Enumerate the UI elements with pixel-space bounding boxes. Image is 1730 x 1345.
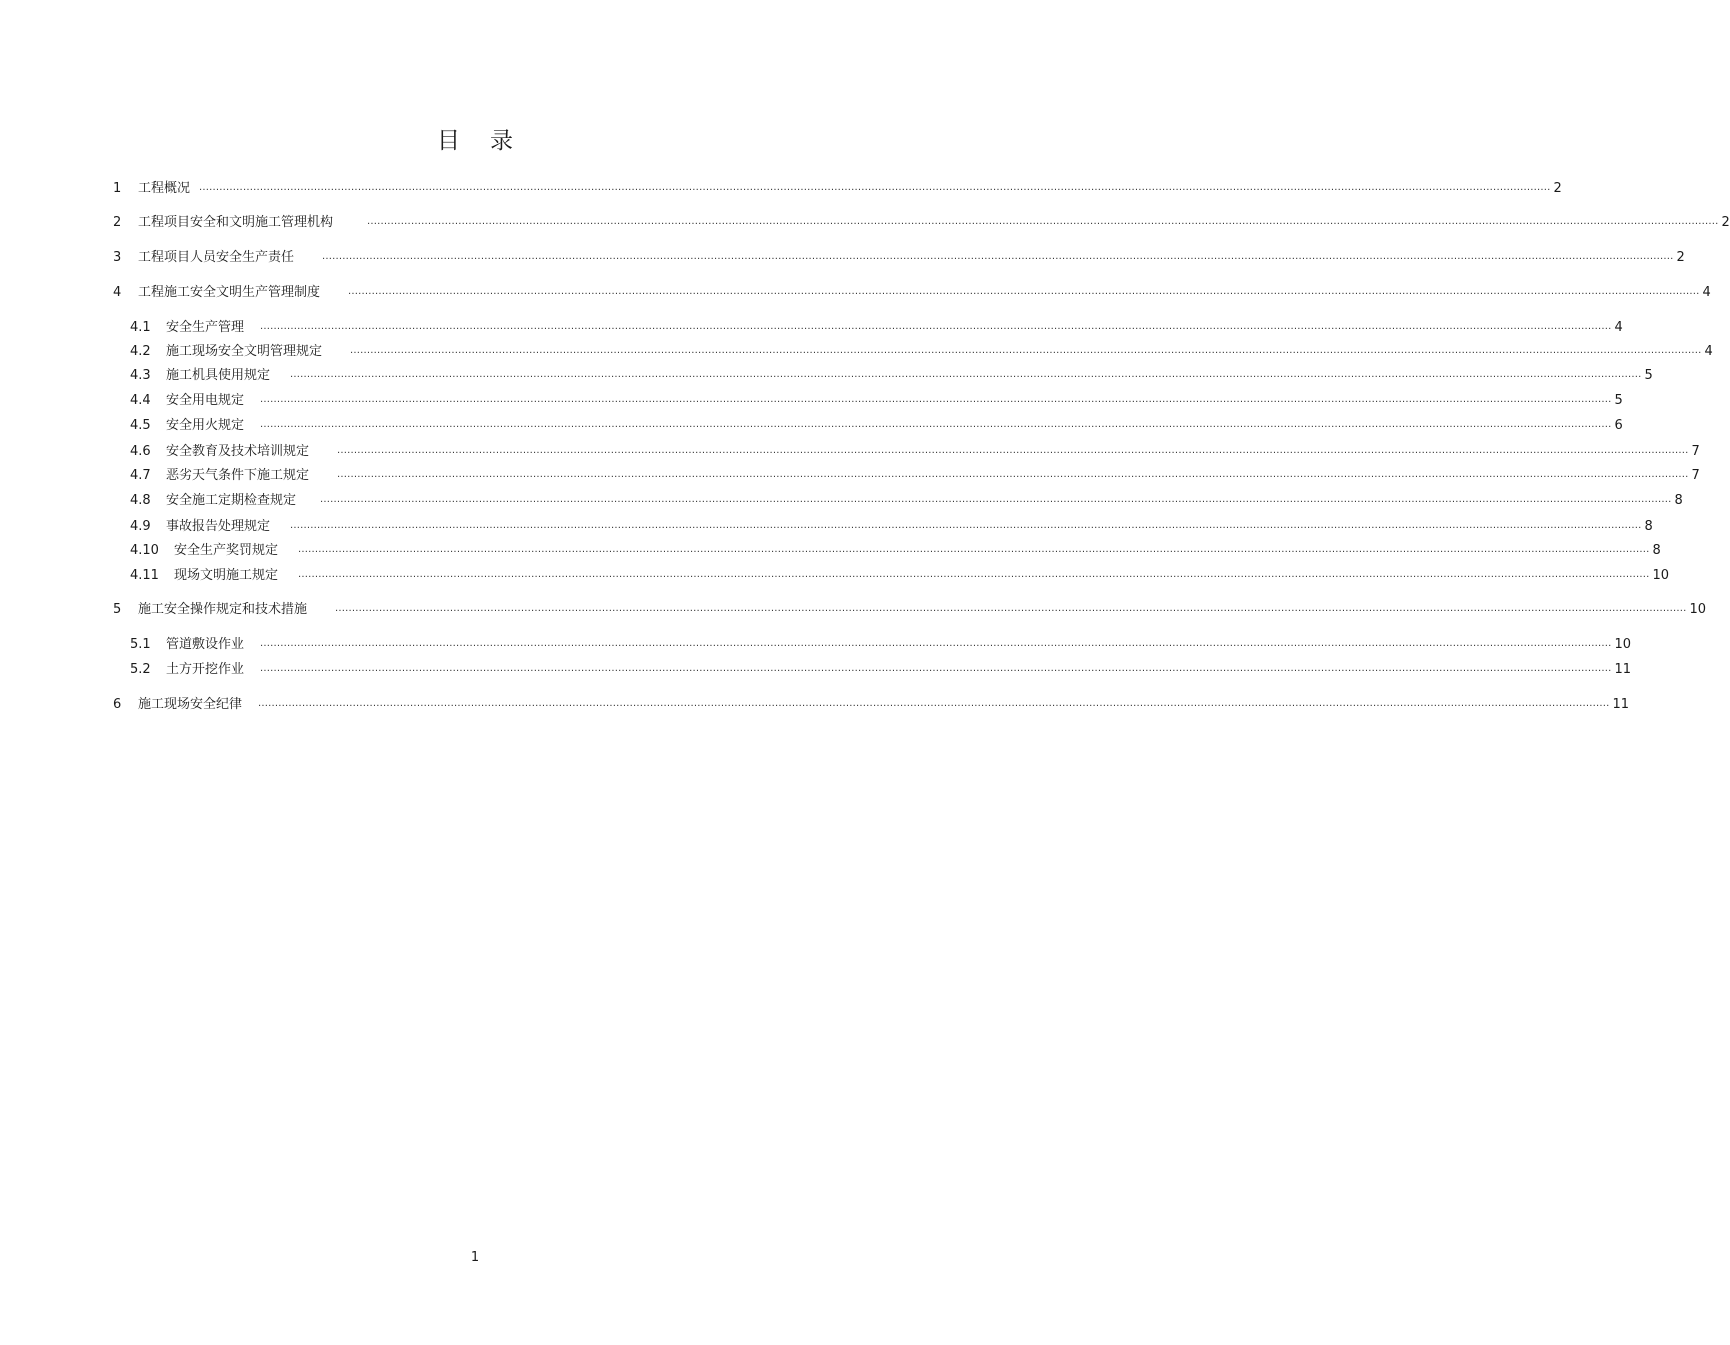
toc-entry-number: 4.4	[130, 393, 151, 408]
toc-leader-dots: ................................................................................................................................................................................................................................................................................................................................................................................................................	[199, 182, 1551, 193]
toc-entry-number: 2	[113, 215, 122, 230]
toc-entry-page: 2	[1676, 250, 1685, 265]
toc-leader-dots: ................................................................................................................................................................................................................................................................................................................................................................................................................	[260, 419, 1612, 430]
toc-entry-page: 5	[1614, 393, 1623, 408]
toc-entry-page: 6	[1614, 418, 1623, 433]
toc-entry[interactable]	[130, 658, 1632, 678]
toc-entry-page: 7	[1691, 468, 1700, 483]
toc-entry-label: 恶劣天气条件下施工规定	[166, 468, 310, 483]
toc-entry-label: 安全用电规定	[166, 393, 245, 408]
toc-leader-dots: ................................................................................................................................................................................................................................................................................................................................................................................................................	[337, 469, 1689, 480]
toc-entry[interactable]	[130, 440, 1700, 460]
toc-leader-dots: ................................................................................................................................................................................................................................................................................................................................................................................................................	[348, 286, 1700, 297]
toc-entry-number: 3	[113, 250, 122, 265]
toc-entry-label: 工程概况	[138, 181, 191, 196]
toc-entry[interactable]	[113, 693, 1630, 713]
toc-leader-dots: ................................................................................................................................................................................................................................................................................................................................................................................................................	[298, 544, 1650, 555]
toc-leader-dots: ................................................................................................................................................................................................................................................................................................................................................................................................................	[337, 445, 1689, 456]
toc-entry[interactable]	[113, 598, 1707, 618]
toc-leader-dots: ................................................................................................................................................................................................................................................................................................................................................................................................................	[260, 321, 1612, 332]
toc-entry-label: 工程项目安全和文明施工管理机构	[138, 215, 334, 230]
toc-entry-page: 2	[1721, 215, 1730, 230]
toc-leader-dots: ................................................................................................................................................................................................................................................................................................................................................................................................................	[335, 603, 1687, 614]
toc-leader-dots: ................................................................................................................................................................................................................................................................................................................................................................................................................	[260, 638, 1612, 649]
toc-entry-number: 4.8	[130, 493, 151, 508]
toc-entry-page: 10	[1652, 568, 1670, 583]
toc-entry-label: 施工机具使用规定	[166, 368, 271, 383]
toc-entry[interactable]	[130, 364, 1653, 384]
toc-entry-page: 4	[1704, 344, 1713, 359]
toc-entry-page: 4	[1702, 285, 1711, 300]
toc-entry[interactable]	[113, 177, 1562, 197]
toc-title	[0, 122, 950, 155]
toc-entry-label: 施工安全操作规定和技术措施	[138, 602, 308, 617]
toc-entry-label: 土方开挖作业	[166, 662, 245, 677]
toc-leader-dots: ................................................................................................................................................................................................................................................................................................................................................................................................................	[258, 698, 1610, 709]
toc-entry-label: 安全用火规定	[166, 418, 245, 433]
toc-entry[interactable]	[130, 389, 1623, 409]
toc-entry[interactable]	[113, 246, 1685, 266]
toc-entry-page: 8	[1674, 493, 1683, 508]
toc-entry[interactable]	[113, 281, 1711, 301]
toc-entry-page: 10	[1689, 602, 1707, 617]
toc-entry[interactable]	[130, 633, 1632, 653]
toc-entry-page: 8	[1644, 519, 1653, 534]
toc-entry[interactable]	[130, 316, 1623, 336]
toc-entry-label: 工程项目人员安全生产责任	[138, 250, 295, 265]
toc-entry[interactable]	[130, 489, 1683, 509]
toc-leader-dots: ................................................................................................................................................................................................................................................................................................................................................................................................................	[350, 345, 1702, 356]
toc-leader-dots: ................................................................................................................................................................................................................................................................................................................................................................................................................	[298, 569, 1650, 580]
toc-entry-label: 工程施工安全文明生产管理制度	[138, 285, 321, 300]
toc-entry-number: 6	[113, 697, 122, 712]
toc-entry[interactable]	[130, 464, 1700, 484]
toc-entry-number: 5	[113, 602, 122, 617]
toc-entry-number: 4.5	[130, 418, 151, 433]
toc-leader-dots: ................................................................................................................................................................................................................................................................................................................................................................................................................	[260, 663, 1612, 674]
toc-entry-label: 安全生产奖罚规定	[174, 543, 279, 558]
toc-entry-number: 5.1	[130, 637, 151, 652]
toc-leader-dots: ................................................................................................................................................................................................................................................................................................................................................................................................................	[322, 251, 1674, 262]
toc-entry-label: 施工现场安全文明管理规定	[166, 344, 323, 359]
toc-entry-page: 4	[1614, 320, 1623, 335]
toc-entry-number: 4.9	[130, 519, 151, 534]
toc-entry-number: 1	[113, 181, 122, 196]
toc-entry-label: 安全施工定期检查规定	[166, 493, 297, 508]
toc-entry-number: 4.3	[130, 368, 151, 383]
toc-entry-number: 4.11	[130, 568, 159, 583]
toc-entry[interactable]	[130, 414, 1623, 434]
toc-entry-label: 安全教育及技术培训规定	[166, 444, 310, 459]
toc-entry-label: 安全生产管理	[166, 320, 245, 335]
toc-entry-page: 11	[1612, 697, 1630, 712]
toc-entry-page: 2	[1553, 181, 1562, 196]
toc-entry-number: 4.2	[130, 344, 151, 359]
toc-entry-page: 8	[1652, 543, 1661, 558]
toc-entry-label: 事故报告处理规定	[166, 519, 271, 534]
toc-leader-dots: ................................................................................................................................................................................................................................................................................................................................................................................................................	[367, 216, 1719, 227]
page-number: 1	[470, 1250, 480, 1265]
toc-entry-label: 施工现场安全纪律	[138, 697, 243, 712]
toc-entry-number: 4.7	[130, 468, 151, 483]
toc-entry-label: 现场文明施工规定	[174, 568, 279, 583]
toc-entry[interactable]	[130, 564, 1670, 584]
toc-leader-dots: ................................................................................................................................................................................................................................................................................................................................................................................................................	[260, 394, 1612, 405]
toc-title-part1: 目	[437, 128, 460, 154]
toc-entry[interactable]	[130, 539, 1661, 559]
toc-entry[interactable]	[130, 515, 1653, 535]
toc-entry-number: 4	[113, 285, 122, 300]
toc-entry[interactable]	[113, 211, 1730, 231]
toc-leader-dots: ................................................................................................................................................................................................................................................................................................................................................................................................................	[290, 520, 1642, 531]
toc-entry[interactable]	[130, 340, 1713, 360]
toc-leader-dots: ................................................................................................................................................................................................................................................................................................................................................................................................................	[290, 369, 1642, 380]
toc-entry-page: 7	[1691, 444, 1700, 459]
toc-title-part2: 录	[490, 128, 513, 154]
toc-entry-number: 4.6	[130, 444, 151, 459]
toc-entry-label: 管道敷设作业	[166, 637, 245, 652]
toc-entry-page: 5	[1644, 368, 1653, 383]
toc-entry-page: 11	[1614, 662, 1632, 677]
toc-entry-number: 4.10	[130, 543, 159, 558]
toc-entry-number: 4.1	[130, 320, 151, 335]
toc-leader-dots: ................................................................................................................................................................................................................................................................................................................................................................................................................	[320, 494, 1672, 505]
toc-entry-number: 5.2	[130, 662, 151, 677]
toc-entry-page: 10	[1614, 637, 1632, 652]
